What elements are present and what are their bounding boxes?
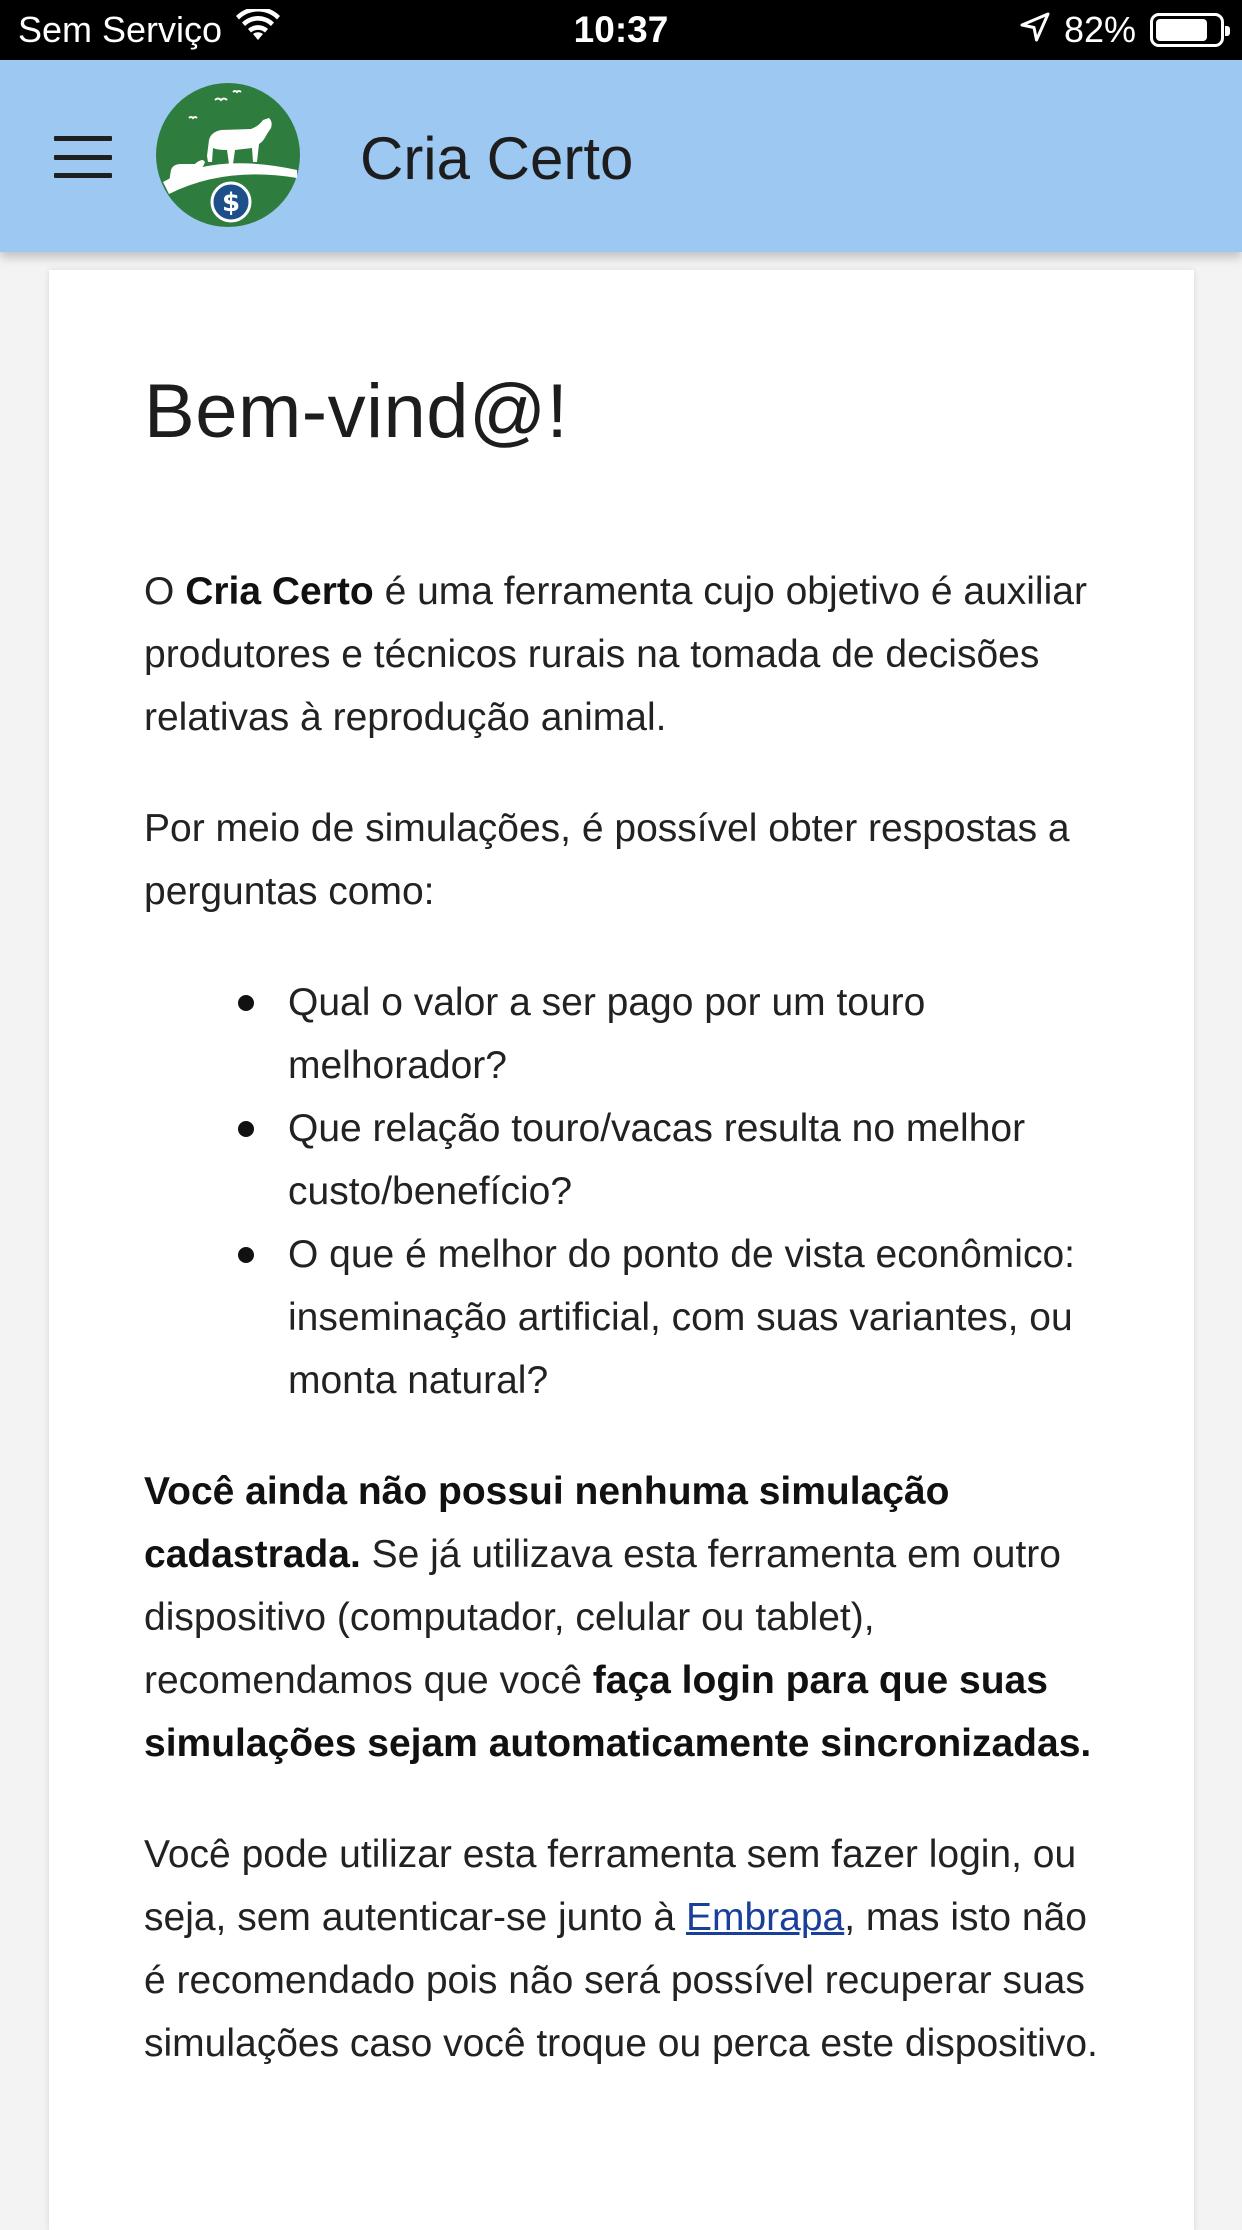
battery-icon (1150, 13, 1224, 47)
questions-lead: Por meio de simulações, é possível obter respostas a perguntas como: (144, 807, 1070, 913)
status-right (1020, 0, 1224, 60)
cattle-dollar-logo[interactable] (155, 82, 301, 228)
intro-paragraph (144, 560, 1104, 749)
hamburger-menu-icon[interactable] (54, 134, 112, 180)
battery-tip (1225, 26, 1230, 36)
login-note-paragraph (144, 1823, 1104, 2075)
status-left (18, 0, 280, 60)
battery-percent: 82% (1063, 9, 1136, 50)
no-simulation-paragraph (144, 1460, 1104, 1775)
list-item: O que é melhor do ponto de vista econômico: inseminação artificial, com suas variantes, ou monta natural? (288, 1223, 1104, 1412)
intro-suffix: é uma ferramenta cujo objetivo é auxiliar produtores e técnicos rurais na tomada de decisões relativas à reprodução animal. (144, 570, 1087, 739)
menu-line (54, 136, 112, 141)
embrapa-link[interactable]: Embrapa (685, 1896, 845, 1939)
app-bar (0, 60, 1242, 252)
menu-line (54, 173, 112, 178)
wifi-icon (236, 9, 280, 52)
welcome-card (49, 270, 1194, 2230)
location-arrow-icon (1020, 9, 1050, 51)
status-bar (0, 0, 1242, 60)
status-time: 10:37 (573, 9, 669, 50)
no-simulation-middle: Se já utilizava esta ferramenta em outro dispositivo (computador, celular ou tablet), recomendamos que você (144, 1533, 1061, 1702)
intro-prefix: O (144, 570, 175, 613)
page-title: Bem-vind@! (144, 369, 569, 454)
intro-app-name: Cria Certo (185, 570, 374, 613)
login-note-before: Você pode utilizar esta ferramenta sem fazer login, ou seja, sem autenticar-se junto à (144, 1833, 1077, 1939)
svg-text:$: $ (221, 188, 241, 218)
battery-fill (1156, 19, 1207, 41)
menu-line (54, 155, 112, 160)
app-title: Cria Certo (360, 124, 634, 192)
list-item: Qual o valor a ser pago por um touro melhorador? (288, 971, 1104, 1097)
welcome-content (144, 560, 1104, 2123)
questions-list (144, 971, 1104, 1412)
login-note-after: , mas isto não é recomendado pois não será possível recuperar suas simulações caso você troque ou perca este dispositivo. (144, 1896, 1098, 2065)
list-item: Que relação touro/vacas resulta no melhor custo/benefício? (288, 1097, 1104, 1223)
carrier-label: Sem Serviço (18, 9, 223, 50)
no-simulation-tail: faça login para que suas simulações sejam automaticamente sincronizadas. (144, 1659, 1092, 1765)
no-simulation-lead: Você ainda não possui nenhuma simulação cadastrada. (144, 1470, 950, 1576)
